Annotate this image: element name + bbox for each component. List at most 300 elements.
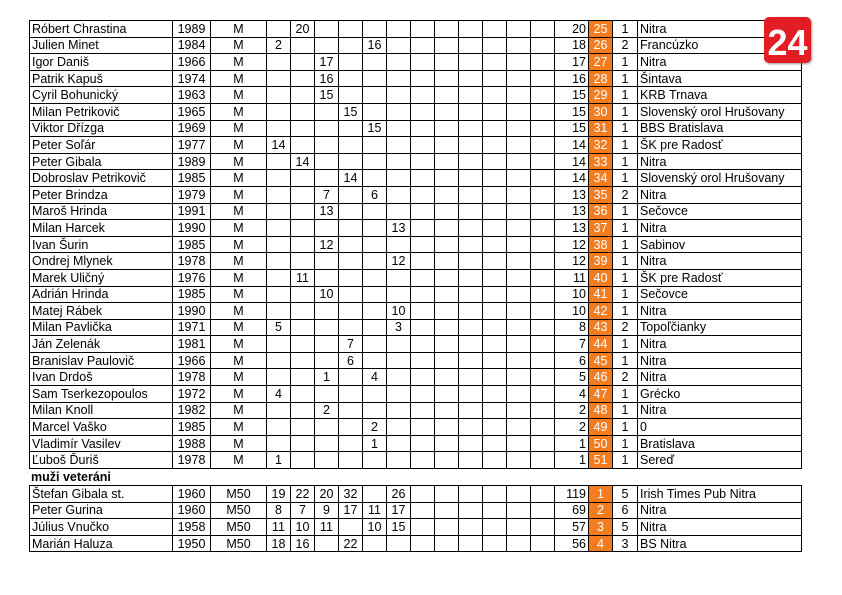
race-score xyxy=(363,153,387,170)
race-count: 1 xyxy=(613,87,638,104)
race-score xyxy=(387,352,411,369)
race-score xyxy=(435,153,459,170)
race-score xyxy=(339,369,363,386)
club-name: Francúzko xyxy=(638,37,802,54)
race-score xyxy=(291,103,315,120)
birth-year: 1963 xyxy=(173,87,211,104)
race-score xyxy=(507,286,531,303)
race-score xyxy=(531,303,555,320)
birth-year: 1977 xyxy=(173,137,211,154)
rank-badge: 26 xyxy=(589,37,613,54)
race-score xyxy=(483,153,507,170)
race-score xyxy=(363,303,387,320)
race-score xyxy=(435,519,459,536)
race-score xyxy=(267,70,291,87)
category: M xyxy=(211,336,267,353)
race-score xyxy=(411,220,435,237)
race-score xyxy=(363,319,387,336)
race-score xyxy=(435,486,459,503)
race-score xyxy=(483,203,507,220)
race-score xyxy=(459,186,483,203)
race-score xyxy=(435,103,459,120)
player-name: Peter Soľár xyxy=(30,137,173,154)
race-score xyxy=(339,419,363,436)
category: M50 xyxy=(211,519,267,536)
player-name: Matej Rábek xyxy=(30,303,173,320)
race-score xyxy=(387,170,411,187)
race-score: 11 xyxy=(315,519,339,536)
club-name: Nitra xyxy=(638,303,802,320)
race-score xyxy=(315,319,339,336)
race-score xyxy=(483,435,507,452)
table-row xyxy=(30,319,802,336)
race-score xyxy=(291,253,315,270)
race-score xyxy=(291,369,315,386)
race-score xyxy=(483,70,507,87)
birth-year: 1990 xyxy=(173,303,211,320)
player-name: Maroš Hrinda xyxy=(30,203,173,220)
race-score xyxy=(459,319,483,336)
race-score xyxy=(315,220,339,237)
table-row xyxy=(30,37,802,54)
total-points: 8 xyxy=(555,319,589,336)
race-score xyxy=(483,486,507,503)
total-points: 13 xyxy=(555,220,589,237)
category: M xyxy=(211,87,267,104)
race-score xyxy=(411,502,435,519)
category: M xyxy=(211,269,267,286)
race-score xyxy=(411,386,435,403)
race-score xyxy=(483,37,507,54)
race-score xyxy=(531,103,555,120)
race-score: 18 xyxy=(267,535,291,552)
race-count: 5 xyxy=(613,519,638,536)
race-score xyxy=(315,386,339,403)
race-score xyxy=(483,87,507,104)
race-score xyxy=(483,352,507,369)
table-row xyxy=(30,21,802,38)
race-score xyxy=(531,203,555,220)
race-score: 2 xyxy=(267,37,291,54)
race-score xyxy=(435,535,459,552)
race-score xyxy=(363,70,387,87)
club-name: BS Nitra xyxy=(638,535,802,552)
category: M xyxy=(211,419,267,436)
results-table-veterans xyxy=(29,485,802,552)
race-score xyxy=(291,435,315,452)
race-score xyxy=(339,386,363,403)
category: M xyxy=(211,120,267,137)
club-name: Irish Times Pub Nitra xyxy=(638,486,802,503)
race-score xyxy=(507,486,531,503)
race-score: 11 xyxy=(363,502,387,519)
birth-year: 1990 xyxy=(173,220,211,237)
table-row xyxy=(30,452,802,469)
race-score xyxy=(459,220,483,237)
race-score xyxy=(459,269,483,286)
race-score xyxy=(435,336,459,353)
rank-badge: 4 xyxy=(589,535,613,552)
race-score xyxy=(459,153,483,170)
rank-badge: 33 xyxy=(589,153,613,170)
race-score xyxy=(339,54,363,71)
race-score xyxy=(291,386,315,403)
race-count: 1 xyxy=(613,303,638,320)
race-score xyxy=(435,170,459,187)
birth-year: 1989 xyxy=(173,153,211,170)
race-score xyxy=(411,103,435,120)
race-count: 1 xyxy=(613,54,638,71)
race-score: 11 xyxy=(291,269,315,286)
race-score xyxy=(339,120,363,137)
player-name: Branislav Paulovič xyxy=(30,352,173,369)
category: M xyxy=(211,352,267,369)
club-name: Šintava xyxy=(638,70,802,87)
race-score xyxy=(387,103,411,120)
race-score xyxy=(531,186,555,203)
race-score xyxy=(339,236,363,253)
race-score xyxy=(507,502,531,519)
total-points: 18 xyxy=(555,37,589,54)
table-row xyxy=(30,203,802,220)
race-score xyxy=(483,137,507,154)
club-name: Nitra xyxy=(638,369,802,386)
birth-year: 1950 xyxy=(173,535,211,552)
table-row xyxy=(30,369,802,386)
race-count: 1 xyxy=(613,153,638,170)
table-row xyxy=(30,253,802,270)
race-score: 20 xyxy=(291,21,315,38)
rank-badge: 1 xyxy=(589,486,613,503)
player-name: Milan Knoll xyxy=(30,402,173,419)
race-score xyxy=(363,220,387,237)
race-score xyxy=(507,137,531,154)
total-points: 14 xyxy=(555,170,589,187)
race-score: 1 xyxy=(363,435,387,452)
race-score xyxy=(459,419,483,436)
club-name: Slovenský orol Hrušovany xyxy=(638,103,802,120)
race-score xyxy=(267,419,291,436)
race-score xyxy=(483,519,507,536)
race-score xyxy=(459,502,483,519)
race-score xyxy=(531,402,555,419)
total-points: 2 xyxy=(555,402,589,419)
rank-badge: 2 xyxy=(589,502,613,519)
race-score: 12 xyxy=(387,253,411,270)
birth-year: 1979 xyxy=(173,186,211,203)
birth-year: 1966 xyxy=(173,352,211,369)
race-score: 17 xyxy=(315,54,339,71)
race-score xyxy=(315,303,339,320)
race-score xyxy=(483,286,507,303)
race-score xyxy=(531,220,555,237)
race-score xyxy=(267,186,291,203)
race-score xyxy=(387,452,411,469)
category: M xyxy=(211,286,267,303)
race-score: 7 xyxy=(339,336,363,353)
category: M xyxy=(211,303,267,320)
category: M xyxy=(211,153,267,170)
table-row xyxy=(30,502,802,519)
player-name: Vladimír Vasilev xyxy=(30,435,173,452)
table-row xyxy=(30,220,802,237)
table-row xyxy=(30,402,802,419)
rank-badge: 50 xyxy=(589,435,613,452)
race-score: 7 xyxy=(315,186,339,203)
total-points: 56 xyxy=(555,535,589,552)
table-row xyxy=(30,170,802,187)
race-score xyxy=(315,336,339,353)
race-score xyxy=(291,120,315,137)
total-points: 15 xyxy=(555,120,589,137)
race-score xyxy=(411,137,435,154)
birth-year: 1985 xyxy=(173,170,211,187)
birth-year: 1971 xyxy=(173,319,211,336)
race-score xyxy=(459,435,483,452)
race-score xyxy=(315,535,339,552)
race-score: 17 xyxy=(339,502,363,519)
club-name: KRB Trnava xyxy=(638,87,802,104)
race-score xyxy=(291,137,315,154)
race-count: 1 xyxy=(613,253,638,270)
race-score xyxy=(411,21,435,38)
race-score: 1 xyxy=(315,369,339,386)
race-score xyxy=(387,70,411,87)
race-score xyxy=(483,452,507,469)
player-name: Adrián Hrinda xyxy=(30,286,173,303)
rank-badge: 25 xyxy=(589,21,613,38)
total-points: 11 xyxy=(555,269,589,286)
race-score xyxy=(411,54,435,71)
results-table-men xyxy=(29,20,802,469)
race-score xyxy=(459,352,483,369)
race-score xyxy=(459,519,483,536)
race-score xyxy=(291,54,315,71)
race-score xyxy=(315,170,339,187)
race-count: 1 xyxy=(613,236,638,253)
race-score xyxy=(411,452,435,469)
race-count: 1 xyxy=(613,269,638,286)
race-score xyxy=(507,37,531,54)
club-name: Topoľčianky xyxy=(638,319,802,336)
race-score xyxy=(291,236,315,253)
player-name: Ivan Šurin xyxy=(30,236,173,253)
total-points: 12 xyxy=(555,236,589,253)
race-score xyxy=(411,435,435,452)
logo-24-text: 24 xyxy=(767,22,808,63)
table-row xyxy=(30,236,802,253)
race-score xyxy=(411,87,435,104)
race-score xyxy=(267,269,291,286)
total-points: 6 xyxy=(555,352,589,369)
race-score xyxy=(267,286,291,303)
table-row xyxy=(30,54,802,71)
birth-year: 1972 xyxy=(173,386,211,403)
race-score xyxy=(435,21,459,38)
birth-year: 1965 xyxy=(173,103,211,120)
race-count: 1 xyxy=(613,203,638,220)
race-score xyxy=(387,535,411,552)
player-name: Marek Uličný xyxy=(30,269,173,286)
total-points: 10 xyxy=(555,286,589,303)
birth-year: 1991 xyxy=(173,203,211,220)
race-score xyxy=(411,519,435,536)
birth-year: 1978 xyxy=(173,253,211,270)
player-name: Ján Zelenák xyxy=(30,336,173,353)
race-score xyxy=(459,70,483,87)
race-count: 1 xyxy=(613,419,638,436)
race-score xyxy=(339,253,363,270)
race-score xyxy=(339,37,363,54)
race-score xyxy=(435,37,459,54)
race-count: 1 xyxy=(613,286,638,303)
race-score xyxy=(435,452,459,469)
total-points: 5 xyxy=(555,369,589,386)
race-score xyxy=(315,21,339,38)
race-score xyxy=(411,70,435,87)
race-score xyxy=(411,402,435,419)
race-score xyxy=(291,452,315,469)
player-name: Sam Tserkezopoulos xyxy=(30,386,173,403)
table-row xyxy=(30,286,802,303)
race-score: 10 xyxy=(363,519,387,536)
race-score xyxy=(507,336,531,353)
rank-badge: 41 xyxy=(589,286,613,303)
race-score xyxy=(507,452,531,469)
race-count: 1 xyxy=(613,70,638,87)
race-score: 10 xyxy=(291,519,315,536)
race-score xyxy=(531,419,555,436)
race-score xyxy=(531,452,555,469)
race-score xyxy=(267,336,291,353)
race-score xyxy=(435,220,459,237)
rank-badge: 29 xyxy=(589,87,613,104)
race-score xyxy=(531,502,555,519)
club-name: Sečovce xyxy=(638,203,802,220)
race-score xyxy=(531,236,555,253)
category: M xyxy=(211,54,267,71)
rank-badge: 31 xyxy=(589,120,613,137)
birth-year: 1982 xyxy=(173,402,211,419)
race-score xyxy=(411,236,435,253)
club-name: Nitra xyxy=(638,402,802,419)
race-score xyxy=(339,186,363,203)
category: M xyxy=(211,435,267,452)
race-score: 10 xyxy=(387,303,411,320)
race-score xyxy=(387,153,411,170)
race-score: 15 xyxy=(315,87,339,104)
race-score xyxy=(387,203,411,220)
category: M xyxy=(211,220,267,237)
birth-year: 1960 xyxy=(173,502,211,519)
club-name: ŠK pre Radosť xyxy=(638,269,802,286)
race-score xyxy=(531,54,555,71)
race-score xyxy=(411,286,435,303)
club-name: Sabinov xyxy=(638,236,802,253)
race-score: 6 xyxy=(363,186,387,203)
race-score xyxy=(363,402,387,419)
race-count: 1 xyxy=(613,386,638,403)
table-row xyxy=(30,87,802,104)
rank-badge: 39 xyxy=(589,253,613,270)
table-row xyxy=(30,70,802,87)
race-score xyxy=(483,103,507,120)
race-score xyxy=(267,303,291,320)
total-points: 4 xyxy=(555,386,589,403)
race-score xyxy=(435,386,459,403)
race-score xyxy=(531,153,555,170)
table-row xyxy=(30,352,802,369)
race-score xyxy=(315,352,339,369)
race-score: 2 xyxy=(315,402,339,419)
race-score: 20 xyxy=(315,486,339,503)
race-score xyxy=(267,236,291,253)
race-score: 16 xyxy=(315,70,339,87)
race-score xyxy=(339,435,363,452)
race-score: 32 xyxy=(339,486,363,503)
race-score xyxy=(435,87,459,104)
race-score xyxy=(507,253,531,270)
race-score: 11 xyxy=(267,519,291,536)
club-name: 0 xyxy=(638,419,802,436)
table-row xyxy=(30,435,802,452)
race-score xyxy=(387,269,411,286)
race-score xyxy=(411,369,435,386)
race-score xyxy=(483,236,507,253)
race-score xyxy=(291,402,315,419)
category: M xyxy=(211,103,267,120)
race-score xyxy=(267,203,291,220)
race-score xyxy=(459,303,483,320)
race-score xyxy=(483,535,507,552)
race-score: 6 xyxy=(339,352,363,369)
race-score xyxy=(531,535,555,552)
player-name: Dobroslav Petrikovič xyxy=(30,170,173,187)
race-score xyxy=(531,486,555,503)
race-score xyxy=(411,203,435,220)
race-score xyxy=(363,352,387,369)
race-score xyxy=(363,486,387,503)
birth-year: 1974 xyxy=(173,70,211,87)
race-score xyxy=(363,253,387,270)
race-score xyxy=(435,352,459,369)
race-count: 5 xyxy=(613,486,638,503)
club-name: Nitra xyxy=(638,54,802,71)
race-score xyxy=(387,186,411,203)
race-score xyxy=(315,37,339,54)
race-score xyxy=(291,220,315,237)
race-score xyxy=(339,137,363,154)
race-score xyxy=(459,103,483,120)
race-score: 15 xyxy=(363,120,387,137)
rank-badge: 35 xyxy=(589,186,613,203)
race-score xyxy=(363,54,387,71)
race-score xyxy=(363,103,387,120)
rank-badge: 44 xyxy=(589,336,613,353)
birth-year: 1989 xyxy=(173,21,211,38)
race-score xyxy=(267,369,291,386)
race-score xyxy=(507,535,531,552)
race-score xyxy=(435,203,459,220)
race-score: 19 xyxy=(267,486,291,503)
race-count: 1 xyxy=(613,170,638,187)
player-name: Peter Gurina xyxy=(30,502,173,519)
race-score xyxy=(483,170,507,187)
race-count: 1 xyxy=(613,435,638,452)
total-points: 1 xyxy=(555,435,589,452)
total-points: 16 xyxy=(555,70,589,87)
race-score: 1 xyxy=(267,452,291,469)
